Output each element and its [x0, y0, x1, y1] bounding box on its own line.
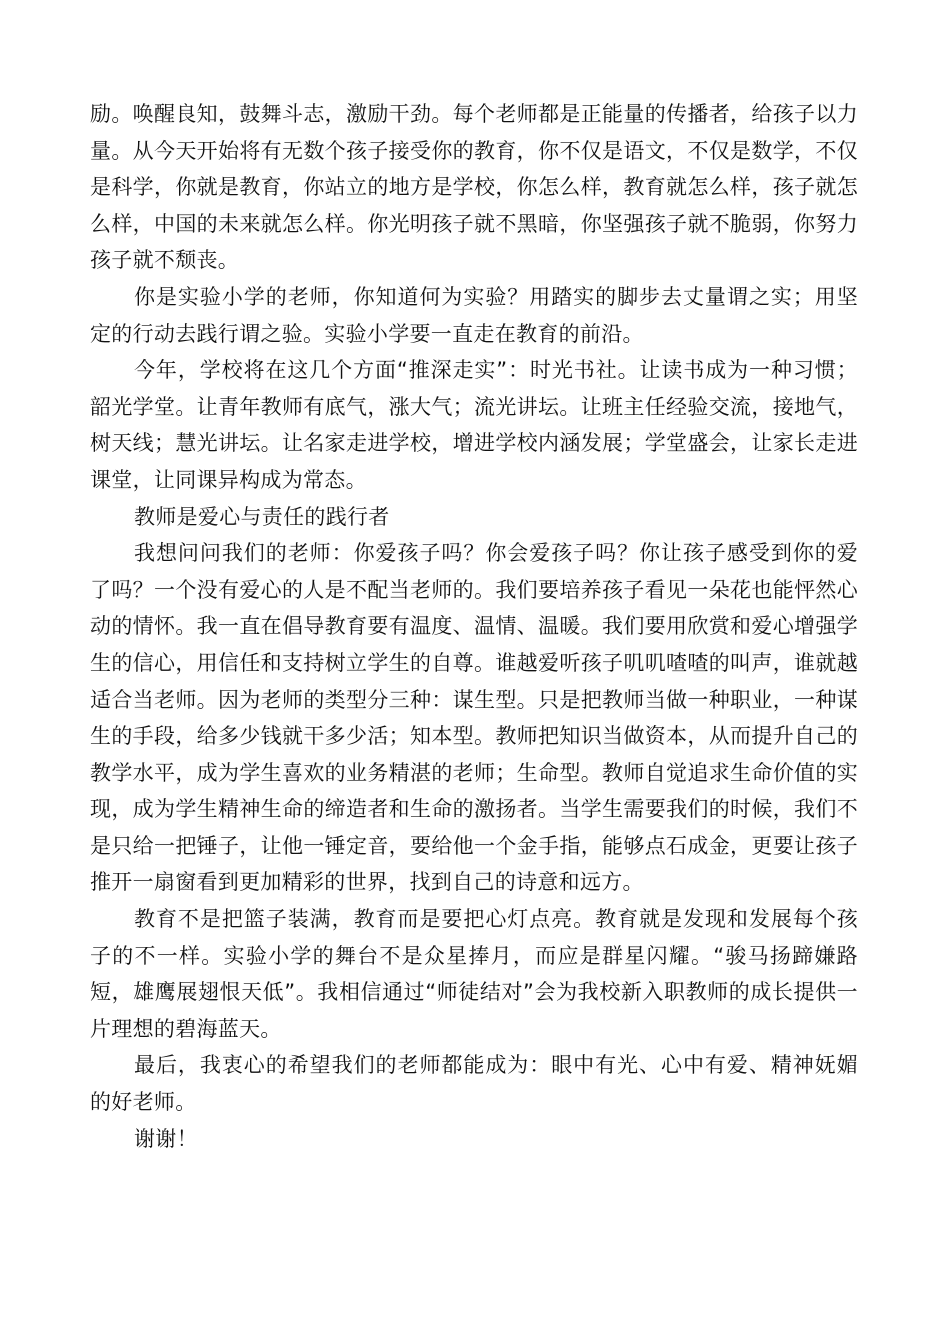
- document-body: [90, 96, 858, 1157]
- paragraph: 你是实验小学的老师，你知道何为实验？用踏实的脚步去丈量谓之实；用坚定的行动去践行谓之验。实验小学要一直走在教育的前沿。: [90, 284, 858, 346]
- paragraph: 我想问问我们的老师：你爱孩子吗？你会爱孩子吗？你让孩子感受到你的爱了吗？一个没有爱心的人是不配当老师的。我们要培养孩子看见一朵花也能怦然心动的情怀。我一直在倡导教育要有温度、温情、温暖。我们要用欣赏和爱心增强学生的信心，用信任和支持树立学生的自尊。谁越爱听孩子叽叽喳喳的叫声，谁就越适合当老师。因为老师的类型分三种：谋生型。只是把教师当做一种职业，一种谋生的手段，给多少钱就干多少活；知本型。教师把知识当做资本，从而提升自己的教学水平，成为学生喜欢的业务精湛的老师；生命型。教师自觉追求生命价值的实现，成为学生精神生命的缔造者和生命的激扬者。当学生需要我们的时候，我们不是只给一把锤子，让他一锤定音，要给他一个金手指，能够点石成金，更要让孩子推开一扇窗看到更加精彩的世界，找到自己的诗意和远方。: [90, 541, 858, 895]
- paragraph-continued: 励。唤醒良知，鼓舞斗志，激励干劲。每个老师都是正能量的传播者，给孩子以力量。从今天开始将有无数个孩子接受你的教育，你不仅是语文，不仅是数学，不仅是科学，你就是教育，你站立的地方是学校，你怎么样，教育就怎么样，孩子就怎么样，中国的未来就怎么样。你光明孩子就不黑暗，你坚强孩子就不脆弱，你努力孩子就不颓丧。: [90, 102, 858, 273]
- closing-thanks: 谢谢！: [134, 1126, 198, 1151]
- section-heading: 教师是爱心与责任的践行者: [134, 504, 390, 529]
- paragraph: 教育不是把篮子装满，教育而是要把心灯点亮。教育就是发现和发展每个孩子的不一样。实验小学的舞台不是众星捧月，而应是群星闪耀。“骏马扬蹄嫌路短，雄鹰展翅恨天低”。我相信通过“师徒结对”会为我校新入职教师的成长提供一片理想的碧海蓝天。: [90, 907, 858, 1041]
- paragraph: 今年，学校将在这几个方面“推深走实”：时光书社。让读书成为一种习惯；韶光学堂。让青年教师有底气，涨大气；流光讲坛。让班主任经验交流，接地气，树天线；慧光讲坛。让名家走进学校，增进学校内涵发展；学堂盛会，让家长走进课堂，让同课异构成为常态。: [90, 358, 858, 492]
- paragraph: 最后，我衷心的希望我们的老师都能成为：眼中有光、心中有爱、精神妩媚的好老师。: [90, 1053, 858, 1115]
